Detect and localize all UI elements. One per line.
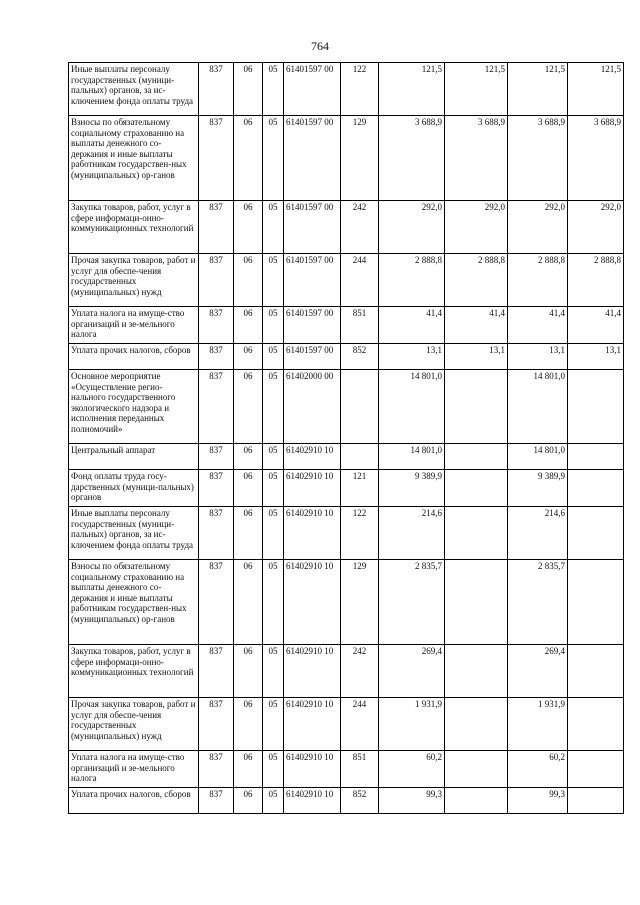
expense-type-code: 852: [341, 788, 379, 814]
target-article-code: 61401597 00: [284, 344, 341, 370]
section-code: 06: [234, 444, 263, 470]
expense-type-code: 121: [341, 470, 379, 507]
amount-4: [568, 444, 624, 470]
table-row: [69, 751, 624, 788]
subsection-code: 05: [263, 698, 284, 751]
amount-1: 292,0: [379, 201, 445, 254]
ministry-code: 837: [199, 560, 234, 645]
section-code: 06: [234, 698, 263, 751]
amount-4: [568, 698, 624, 751]
ministry-code: 837: [199, 63, 234, 116]
subsection-code: 05: [263, 254, 284, 307]
expense-type-code: 129: [341, 116, 379, 201]
table-row: [69, 116, 624, 201]
target-article-code: 61402910 10: [284, 507, 341, 560]
ministry-code: 837: [199, 201, 234, 254]
amount-3: 1 931,9: [508, 698, 568, 751]
page-number: 764: [311, 39, 329, 53]
table-row: [69, 645, 624, 698]
table-row: [69, 307, 624, 344]
expense-type-code: 852: [341, 344, 379, 370]
ministry-code: 837: [199, 254, 234, 307]
amount-1: 269,4: [379, 645, 445, 698]
table-row: [69, 254, 624, 307]
target-article-code: 61401597 00: [284, 116, 341, 201]
amount-3: 9 389,9: [508, 470, 568, 507]
amount-3: 41,4: [508, 307, 568, 344]
amount-4: 121,5: [568, 63, 624, 116]
amount-2: 41,4: [445, 307, 508, 344]
amount-4: [568, 470, 624, 507]
ministry-code: 837: [199, 444, 234, 470]
expense-type-code: 242: [341, 201, 379, 254]
target-article-code: 61402910 10: [284, 698, 341, 751]
amount-3: 292,0: [508, 201, 568, 254]
section-code: 06: [234, 344, 263, 370]
subsection-code: 05: [263, 788, 284, 814]
amount-3: 99,3: [508, 788, 568, 814]
table-row: [69, 698, 624, 751]
amount-2: [445, 507, 508, 560]
amount-4: 41,4: [568, 307, 624, 344]
expense-type-code: 244: [341, 698, 379, 751]
amount-2: [445, 370, 508, 444]
amount-3: 14 801,0: [508, 370, 568, 444]
amount-2: 292,0: [445, 201, 508, 254]
amount-2: 2 888,8: [445, 254, 508, 307]
target-article-code: 61402910 10: [284, 444, 341, 470]
table-body: [69, 63, 624, 814]
section-code: 06: [234, 507, 263, 560]
section-code: 06: [234, 116, 263, 201]
row-name: Центральный аппарат: [69, 444, 199, 470]
ministry-code: 837: [199, 788, 234, 814]
ministry-code: 837: [199, 116, 234, 201]
target-article-code: 61401597 00: [284, 63, 341, 116]
section-code: 06: [234, 470, 263, 507]
amount-1: 2 835,7: [379, 560, 445, 645]
amount-2: [445, 751, 508, 788]
amount-4: 292,0: [568, 201, 624, 254]
row-name: Прочая закупка товаров, работ и услуг для обеспе-чения государственных (муниципальных) нужд: [69, 698, 199, 751]
amount-1: 9 389,9: [379, 470, 445, 507]
target-article-code: 61402000 00: [284, 370, 341, 444]
target-article-code: 61401597 00: [284, 307, 341, 344]
expense-type-code: 129: [341, 560, 379, 645]
section-code: 06: [234, 751, 263, 788]
section-code: 06: [234, 370, 263, 444]
amount-3: 3 688,9: [508, 116, 568, 201]
table-row: [69, 370, 624, 444]
amount-2: [445, 698, 508, 751]
subsection-code: 05: [263, 507, 284, 560]
amount-4: [568, 507, 624, 560]
section-code: 06: [234, 560, 263, 645]
row-name: Закупка товаров, работ, услуг в сфере информаци-онно-коммуникационных технологий: [69, 645, 199, 698]
subsection-code: 05: [263, 645, 284, 698]
amount-3: 2 888,8: [508, 254, 568, 307]
amount-3: 2 835,7: [508, 560, 568, 645]
expense-type-code: 851: [341, 751, 379, 788]
amount-1: 14 801,0: [379, 370, 445, 444]
amount-2: 3 688,9: [445, 116, 508, 201]
row-name: Уплата налога на имуще-ство организаций и зе-мельного налога: [69, 307, 199, 344]
section-code: 06: [234, 788, 263, 814]
amount-2: [445, 470, 508, 507]
expense-type-code: 242: [341, 645, 379, 698]
section-code: 06: [234, 645, 263, 698]
table-row: [69, 344, 624, 370]
ministry-code: 837: [199, 470, 234, 507]
amount-3: 13,1: [508, 344, 568, 370]
amount-1: 214,6: [379, 507, 445, 560]
subsection-code: 05: [263, 201, 284, 254]
table-row: [69, 63, 624, 116]
amount-4: 13,1: [568, 344, 624, 370]
row-name: Иные выплаты персоналу государственных (муници-пальных) органов, за ис-ключением фонда оплаты труда: [69, 507, 199, 560]
target-article-code: 61402910 10: [284, 788, 341, 814]
amount-2: 13,1: [445, 344, 508, 370]
ministry-code: 837: [199, 370, 234, 444]
row-name: Уплата прочих налогов, сборов: [69, 788, 199, 814]
row-name: Иные выплаты персоналу государственных (муници-пальных) органов, за ис-ключением фонда оплаты труда: [69, 63, 199, 116]
section-code: 06: [234, 63, 263, 116]
expense-type-code: [341, 370, 379, 444]
amount-1: 41,4: [379, 307, 445, 344]
row-name: Взносы по обязательному социальному страхованию на выплаты денежного со-держания и иные выплаты работникам государствен-ных (муниципальных) ор-ганов: [69, 560, 199, 645]
target-article-code: 61401597 00: [284, 254, 341, 307]
amount-3: 214,6: [508, 507, 568, 560]
amount-2: [445, 444, 508, 470]
section-code: 06: [234, 201, 263, 254]
amount-3: 14 801,0: [508, 444, 568, 470]
amount-2: 121,5: [445, 63, 508, 116]
target-article-code: 61402910 10: [284, 560, 341, 645]
target-article-code: 61401597 00: [284, 201, 341, 254]
row-name: Уплата прочих налогов, сборов: [69, 344, 199, 370]
amount-4: [568, 560, 624, 645]
ministry-code: 837: [199, 344, 234, 370]
ministry-code: 837: [199, 751, 234, 788]
amount-4: [568, 788, 624, 814]
amount-3: 60,2: [508, 751, 568, 788]
amount-1: 121,5: [379, 63, 445, 116]
budget-table: [68, 62, 624, 814]
ministry-code: 837: [199, 698, 234, 751]
ministry-code: 837: [199, 307, 234, 344]
subsection-code: 05: [263, 560, 284, 645]
subsection-code: 05: [263, 307, 284, 344]
section-code: 06: [234, 307, 263, 344]
row-name: Основное мероприятие «Осуществление регио-нального государственного экологического надзора и исполнения переданных полномочий»: [69, 370, 199, 444]
amount-3: 269,4: [508, 645, 568, 698]
amount-2: [445, 560, 508, 645]
subsection-code: 05: [263, 63, 284, 116]
amount-1: 60,2: [379, 751, 445, 788]
amount-4: [568, 645, 624, 698]
expense-type-code: 122: [341, 63, 379, 116]
expense-type-code: 122: [341, 507, 379, 560]
row-name: Прочая закупка товаров, работ и услуг для обеспе-чения государственных (муниципальных) нужд: [69, 254, 199, 307]
subsection-code: 05: [263, 444, 284, 470]
row-name: Взносы по обязательному социальному страхованию на выплаты денежного со-держания и иные выплаты работникам государствен-ных (муниципальных) ор-ганов: [69, 116, 199, 201]
amount-4: [568, 370, 624, 444]
table-row: [69, 470, 624, 507]
expense-type-code: 244: [341, 254, 379, 307]
amount-2: [445, 788, 508, 814]
amount-4: 3 688,9: [568, 116, 624, 201]
subsection-code: 05: [263, 116, 284, 201]
table-row: [69, 507, 624, 560]
row-name: Уплата налога на имуще-ство организаций и зе-мельного налога: [69, 751, 199, 788]
section-code: 06: [234, 254, 263, 307]
amount-4: 2 888,8: [568, 254, 624, 307]
amount-1: 13,1: [379, 344, 445, 370]
row-name: Фонд оплаты труда госу-дарственных (муници-пальных) органов: [69, 470, 199, 507]
subsection-code: 05: [263, 751, 284, 788]
amount-4: [568, 751, 624, 788]
table-row: [69, 444, 624, 470]
ministry-code: 837: [199, 645, 234, 698]
amount-1: 1 931,9: [379, 698, 445, 751]
subsection-code: 05: [263, 344, 284, 370]
amount-1: 14 801,0: [379, 444, 445, 470]
expense-type-code: [341, 444, 379, 470]
amount-2: [445, 645, 508, 698]
table-row: [69, 201, 624, 254]
ministry-code: 837: [199, 507, 234, 560]
table-row: [69, 788, 624, 814]
amount-1: 3 688,9: [379, 116, 445, 201]
amount-1: 2 888,8: [379, 254, 445, 307]
amount-3: 121,5: [508, 63, 568, 116]
target-article-code: 61402910 10: [284, 470, 341, 507]
table-row: [69, 560, 624, 645]
subsection-code: 05: [263, 370, 284, 444]
expense-type-code: 851: [341, 307, 379, 344]
subsection-code: 05: [263, 470, 284, 507]
target-article-code: 61402910 10: [284, 751, 341, 788]
amount-1: 99,3: [379, 788, 445, 814]
target-article-code: 61402910 10: [284, 645, 341, 698]
row-name: Закупка товаров, работ, услуг в сфере информаци-онно-коммуникационных технологий: [69, 201, 199, 254]
